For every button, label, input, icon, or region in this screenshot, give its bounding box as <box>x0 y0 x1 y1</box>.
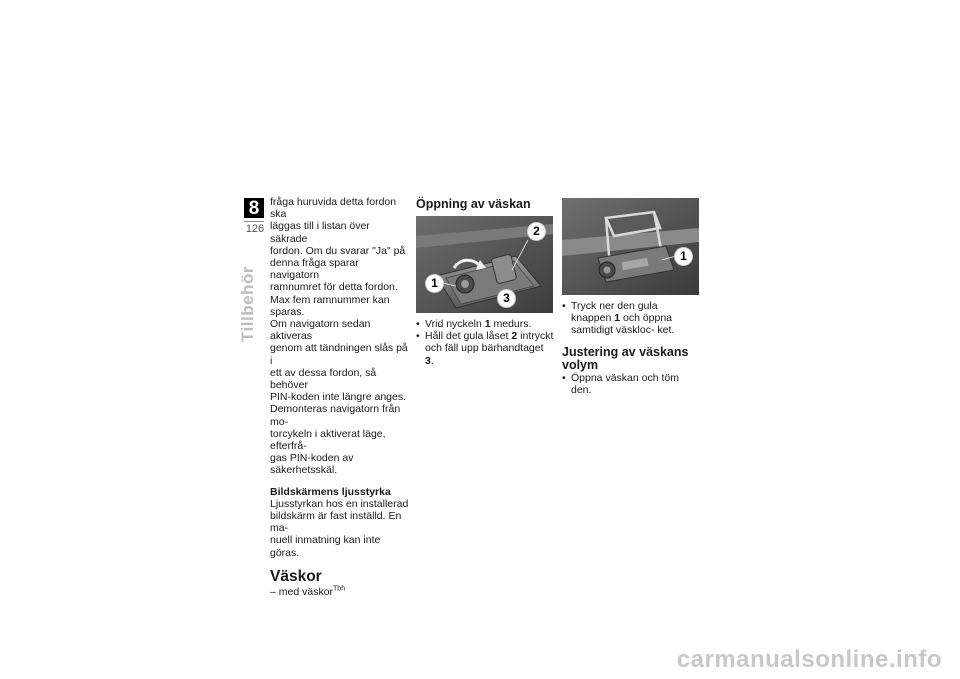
case-lid-photo <box>562 198 699 295</box>
callout-3: 3 <box>498 290 515 307</box>
heading-opening: Öppning av väskan <box>416 197 531 211</box>
text-line: denna fråga sparar navigatorn <box>270 257 359 282</box>
case-lock-photo <box>416 216 553 313</box>
text-line: fordon. Om du svarar "Ja" på <box>270 244 406 257</box>
column-1 <box>270 196 410 598</box>
paragraph-lines <box>270 196 410 477</box>
chapter-title: Tillbehör <box>238 266 257 342</box>
brightness-paragraph <box>270 498 410 559</box>
ref-number: 3 <box>425 354 431 367</box>
heading-volume-adjust: Justering av väskans volym <box>562 344 689 372</box>
ref-number: 1 <box>484 318 491 330</box>
option-note <box>270 586 410 598</box>
text-line: gas PIN-koden av säkerhetsskäl. <box>270 452 354 477</box>
chapter-number-tab: 8 <box>244 198 264 218</box>
option-superscript: Tbh <box>333 585 346 593</box>
callout-1: 1 <box>426 275 443 292</box>
text-line: bildskärm är fast inställd. En ma- <box>270 510 402 535</box>
chapter-divider <box>244 221 264 222</box>
text-line: läggas till i listan över säkrade <box>270 220 370 245</box>
instruction-hold-lock <box>416 330 554 367</box>
text-line: Ljusstyrkan hos en installerad <box>270 497 409 510</box>
callout-2: 2 <box>528 223 545 240</box>
text-line: PIN-koden inte längre anges. <box>270 391 407 404</box>
column-3-instructions <box>562 300 700 396</box>
text: och öppna samtidigt väskloc- ket. <box>571 312 675 337</box>
subheading-brightness: Bildskärmens ljusstyrka <box>270 485 391 498</box>
text-line: ramnumret för detta fordon. <box>270 281 398 294</box>
text: Vrid nyckeln <box>425 318 485 330</box>
text: intryckt och fäll upp bärhandtaget <box>425 330 554 355</box>
heading-bags: Väskor <box>270 567 322 585</box>
callout-1: 1 <box>675 248 692 265</box>
text-line: torcykeln i aktiverat läge, efterfrå- <box>270 427 386 453</box>
instruction-empty-case: • Öppna väskan och töm den. <box>562 372 700 396</box>
text-line: genom att tändningen slås på i <box>270 342 408 367</box>
watermark: carmanualsonline.info <box>676 646 942 673</box>
instruction-press-button <box>562 300 700 337</box>
ref-number: 1 <box>614 312 621 325</box>
option-text: – med väskor <box>270 585 334 598</box>
page-number: 126 <box>245 223 265 235</box>
text: medurs. <box>490 318 532 330</box>
instruction-turn-key <box>416 318 554 330</box>
text-line: ett av dessa fordon, så behöver <box>270 366 377 392</box>
column-2-instructions <box>416 318 554 367</box>
text-line: fråga huruvida detta fordon ska <box>270 196 397 221</box>
text-line: Demonteras navigatorn från mo- <box>270 403 401 428</box>
ref-number: 2 <box>511 330 518 343</box>
text: Tryck ner den gula knappen <box>571 300 658 325</box>
case-lid-illustration <box>562 198 699 295</box>
text-line: Om navigatorn sedan aktiveras <box>270 318 371 343</box>
text: Håll det gula låset <box>425 330 512 343</box>
text-line: Max fem ramnummer kan sparas. <box>270 293 390 318</box>
column-2 <box>416 198 554 211</box>
text-line: nuell inmatning kan inte göras. <box>270 534 381 559</box>
text: . <box>430 354 434 367</box>
